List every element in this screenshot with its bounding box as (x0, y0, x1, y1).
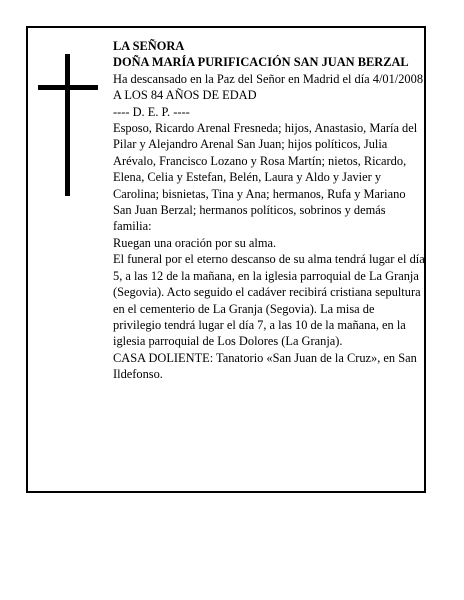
deceased-name: DOÑA MARÍA PURIFICACIÓN SAN JUAN BERZAL (113, 55, 409, 70)
latin-cross-icon (38, 54, 98, 196)
mourning-house: CASA DOLIENTE: Tanatorio «San Juan de la Cruz», en San Ildefonso. (113, 350, 417, 382)
cross-horizontal-bar (38, 85, 98, 90)
notice-text-block (113, 38, 425, 383)
family-paragraph: Esposo, Ricardo Arenal Fresneda; hijos, Anastasio, María del Pilar y Alejandro Arenal San Juan; hijos políticos, Julia Arévalo, Francisco Lozano y Rosa Martín; nietos, Ricardo, Elena, Celia y Estefan, Belén, Laura y Aldo y Javier y Carolina; bisnietas, Tina y Ana; hermanos, Rufa y Mariano San Juan Berzal; hermanos políticos, sobrinos y demás familia: (113, 121, 418, 234)
rip-line: ---- D. E. P. ---- (113, 104, 190, 119)
funeral-paragraph: El funeral por el eterno descanso de su alma tendrá lugar el día 5, a las 12 de la mañana, en la iglesia parroquial de La Granja (Segovia). Acto seguido el cadáver recibirá cristiana sepultura en el cementerio de La Granja (Segovia). La misa de privilegio tendrá lugar el día 7, a las 10 de la mañana, en la iglesia parroquial de Los Dolores (La Granja). (113, 252, 425, 349)
cross-vertical-bar (65, 54, 70, 196)
title-line: LA SEÑORA (113, 39, 185, 53)
death-statement: Ha descansado en la Paz del Señor en Madrid el día 4/01/2008 (113, 71, 424, 86)
prayer-request: Ruegan una oración por su alma. (113, 235, 277, 250)
age-line: A LOS 84 AÑOS DE EDAD (113, 88, 257, 103)
